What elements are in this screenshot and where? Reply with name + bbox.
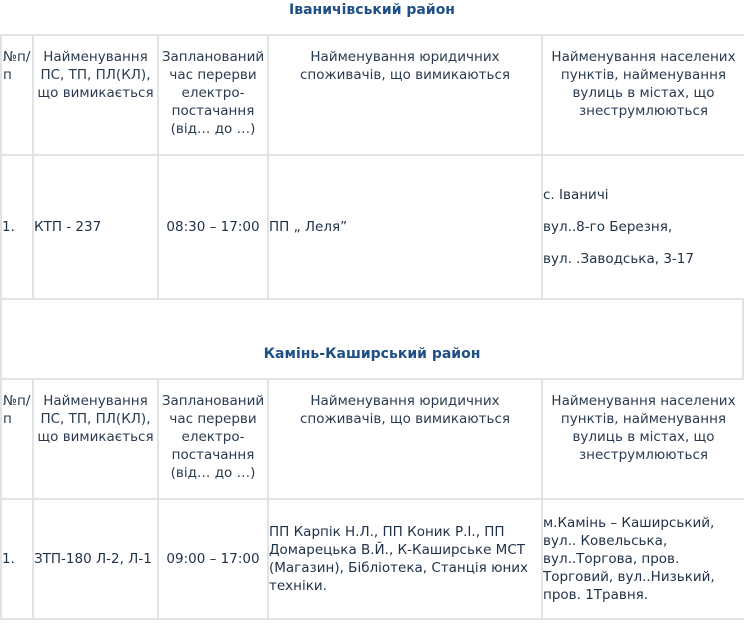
region-title-ivanychi: Іваничівський район — [289, 2, 455, 18]
header-number: №п/п — [1, 35, 33, 155]
row-places — [542, 155, 744, 299]
row-station: КТП - 237 — [33, 155, 158, 299]
header-consumers: Найменування юридичних споживачів, що вимикаються — [268, 35, 542, 155]
row-number: 1. — [1, 155, 33, 299]
header-station: Найменування ПС, ТП, ПЛ(КЛ), що вимикається — [33, 379, 158, 499]
place-line: с. Іваничі — [543, 187, 609, 203]
header-time: Запланований час перерви електро-постачання (від… до …) — [158, 379, 268, 499]
row-time: 08:30 – 17:00 — [158, 155, 268, 299]
header-station: Найменування ПС, ТП, ПЛ(КЛ), що вимикається — [33, 35, 158, 155]
row-number: 1. — [1, 499, 33, 619]
outage-table-kamin-kashyrskyi — [0, 378, 744, 620]
row-consumers: ПП „ Леля” — [268, 155, 542, 299]
row-places: м.Камінь – Каширський, вул.. Ковельська, вул..Торгова, пров. Торговий, вул..Низький, пров. 1Травня. — [542, 499, 744, 619]
header-number: №п/п — [1, 379, 33, 499]
table-header-row — [1, 35, 744, 155]
header-places: Найменування населених пунктів, найменування вулиць в містах, що знеструмлюються — [542, 379, 744, 499]
section-separator — [0, 298, 744, 378]
row-time: 09:00 – 17:00 — [158, 499, 268, 619]
place-line: вул..8-го Березня, — [543, 219, 673, 235]
row-consumers: ПП Карпік Н.Л., ПП Коник Р.І., ПП Домарецька В.Й., К-Каширське МСТ (Магазин), Бібліотека, Станція юних техніки. — [268, 499, 542, 619]
header-places: Найменування населених пунктів, найменування вулиць в містах, що знеструмлюються — [542, 35, 744, 155]
table-row — [1, 499, 744, 619]
outage-table-ivanychi — [0, 34, 744, 300]
header-consumers: Найменування юридичних споживачів, що вимикаються — [268, 379, 542, 499]
table-row — [1, 155, 744, 299]
region-title-kamin-kashyrskyi: Камінь-Каширський район — [263, 346, 481, 362]
header-time: Запланований час перерви електро-постачання (від… до …) — [158, 35, 268, 155]
table-header-row — [1, 379, 744, 499]
row-station: ЗТП-180 Л-2, Л-1 — [33, 499, 158, 619]
place-line: вул. .Заводська, 3-17 — [543, 251, 694, 267]
